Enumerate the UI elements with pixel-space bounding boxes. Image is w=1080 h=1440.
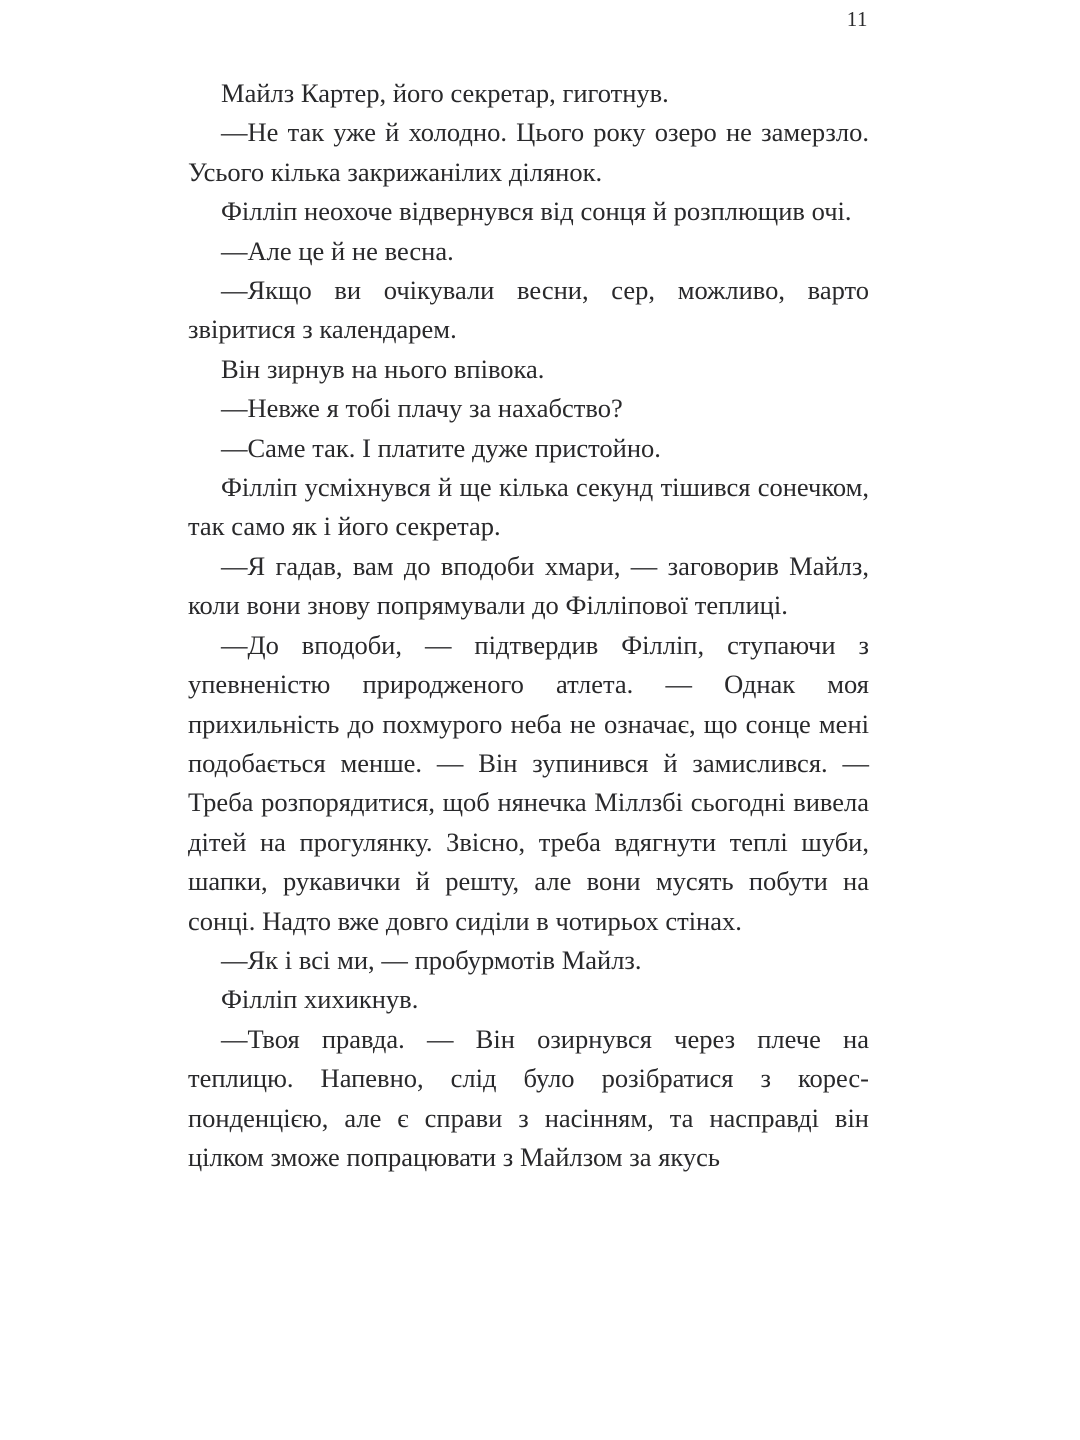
paragraph: —Як і всі ми, — пробурмотів Майлз. [221,944,642,975]
paragraph: Філліп неохоче відвернувся від сонця й розплющив очі. [221,196,852,227]
paragraph: —Я гадав, вам до вподоби хмари, — заговорив Майлз, коли вони знову попрямували до Філліпової теплиці. [188,550,869,621]
paragraph: —До вподоби, — підтвердив Філліп, ступаючи з упевненістю природженого атлета. — Однак моя прихильність до похмурого неба не означає, що сонце мені подобається менше. — Він зупинився й замислився. — Треба розпорядитися, щоб нянечка Міллзбі сьогодні вивела дітей на прогулянку. Звісно, треба вдягнути теплі шуби, шапки, рукавички й решту, але вони мусять побути на сонці. Надто вже довго сиділи в чотирьох стінах. [188,629,869,936]
body-text-block [188,74,869,1177]
paragraph: —Але це й не весна. [221,235,454,266]
paragraph: Філліп усміхнувся й ще кілька секунд тішився сонечком, так само як і його секретар. [188,472,869,542]
paragraph: —Саме так. І платите дуже пристойно. [221,432,661,463]
paragraph: —Твоя правда. — Він озирнувся через плече на теплицю. Напевно, слід було розібратися з кореспонденцією, але є справи з насінням, та насправді він цілком зможе попрацювати з Майлзом за якусь [188,1023,869,1172]
paragraph: Філліп хихикнув. [221,984,419,1015]
page-number: 11 [846,7,868,31]
paragraph: Майлз Картер, його секретар, гиготнув. [221,78,669,108]
paragraph: Він зирнув на нього впівока. [221,353,545,384]
paragraph: —Не так уже й холодно. Цього року озеро не замерзло. Усього кілька закрижанілих ділянок. [188,117,869,187]
paragraph: —Якщо ви очікували весни, сер, можливо, варто звіритися з календарем. [188,275,869,345]
paragraph: —Невже я тобі плачу за нахабство? [221,393,623,424]
